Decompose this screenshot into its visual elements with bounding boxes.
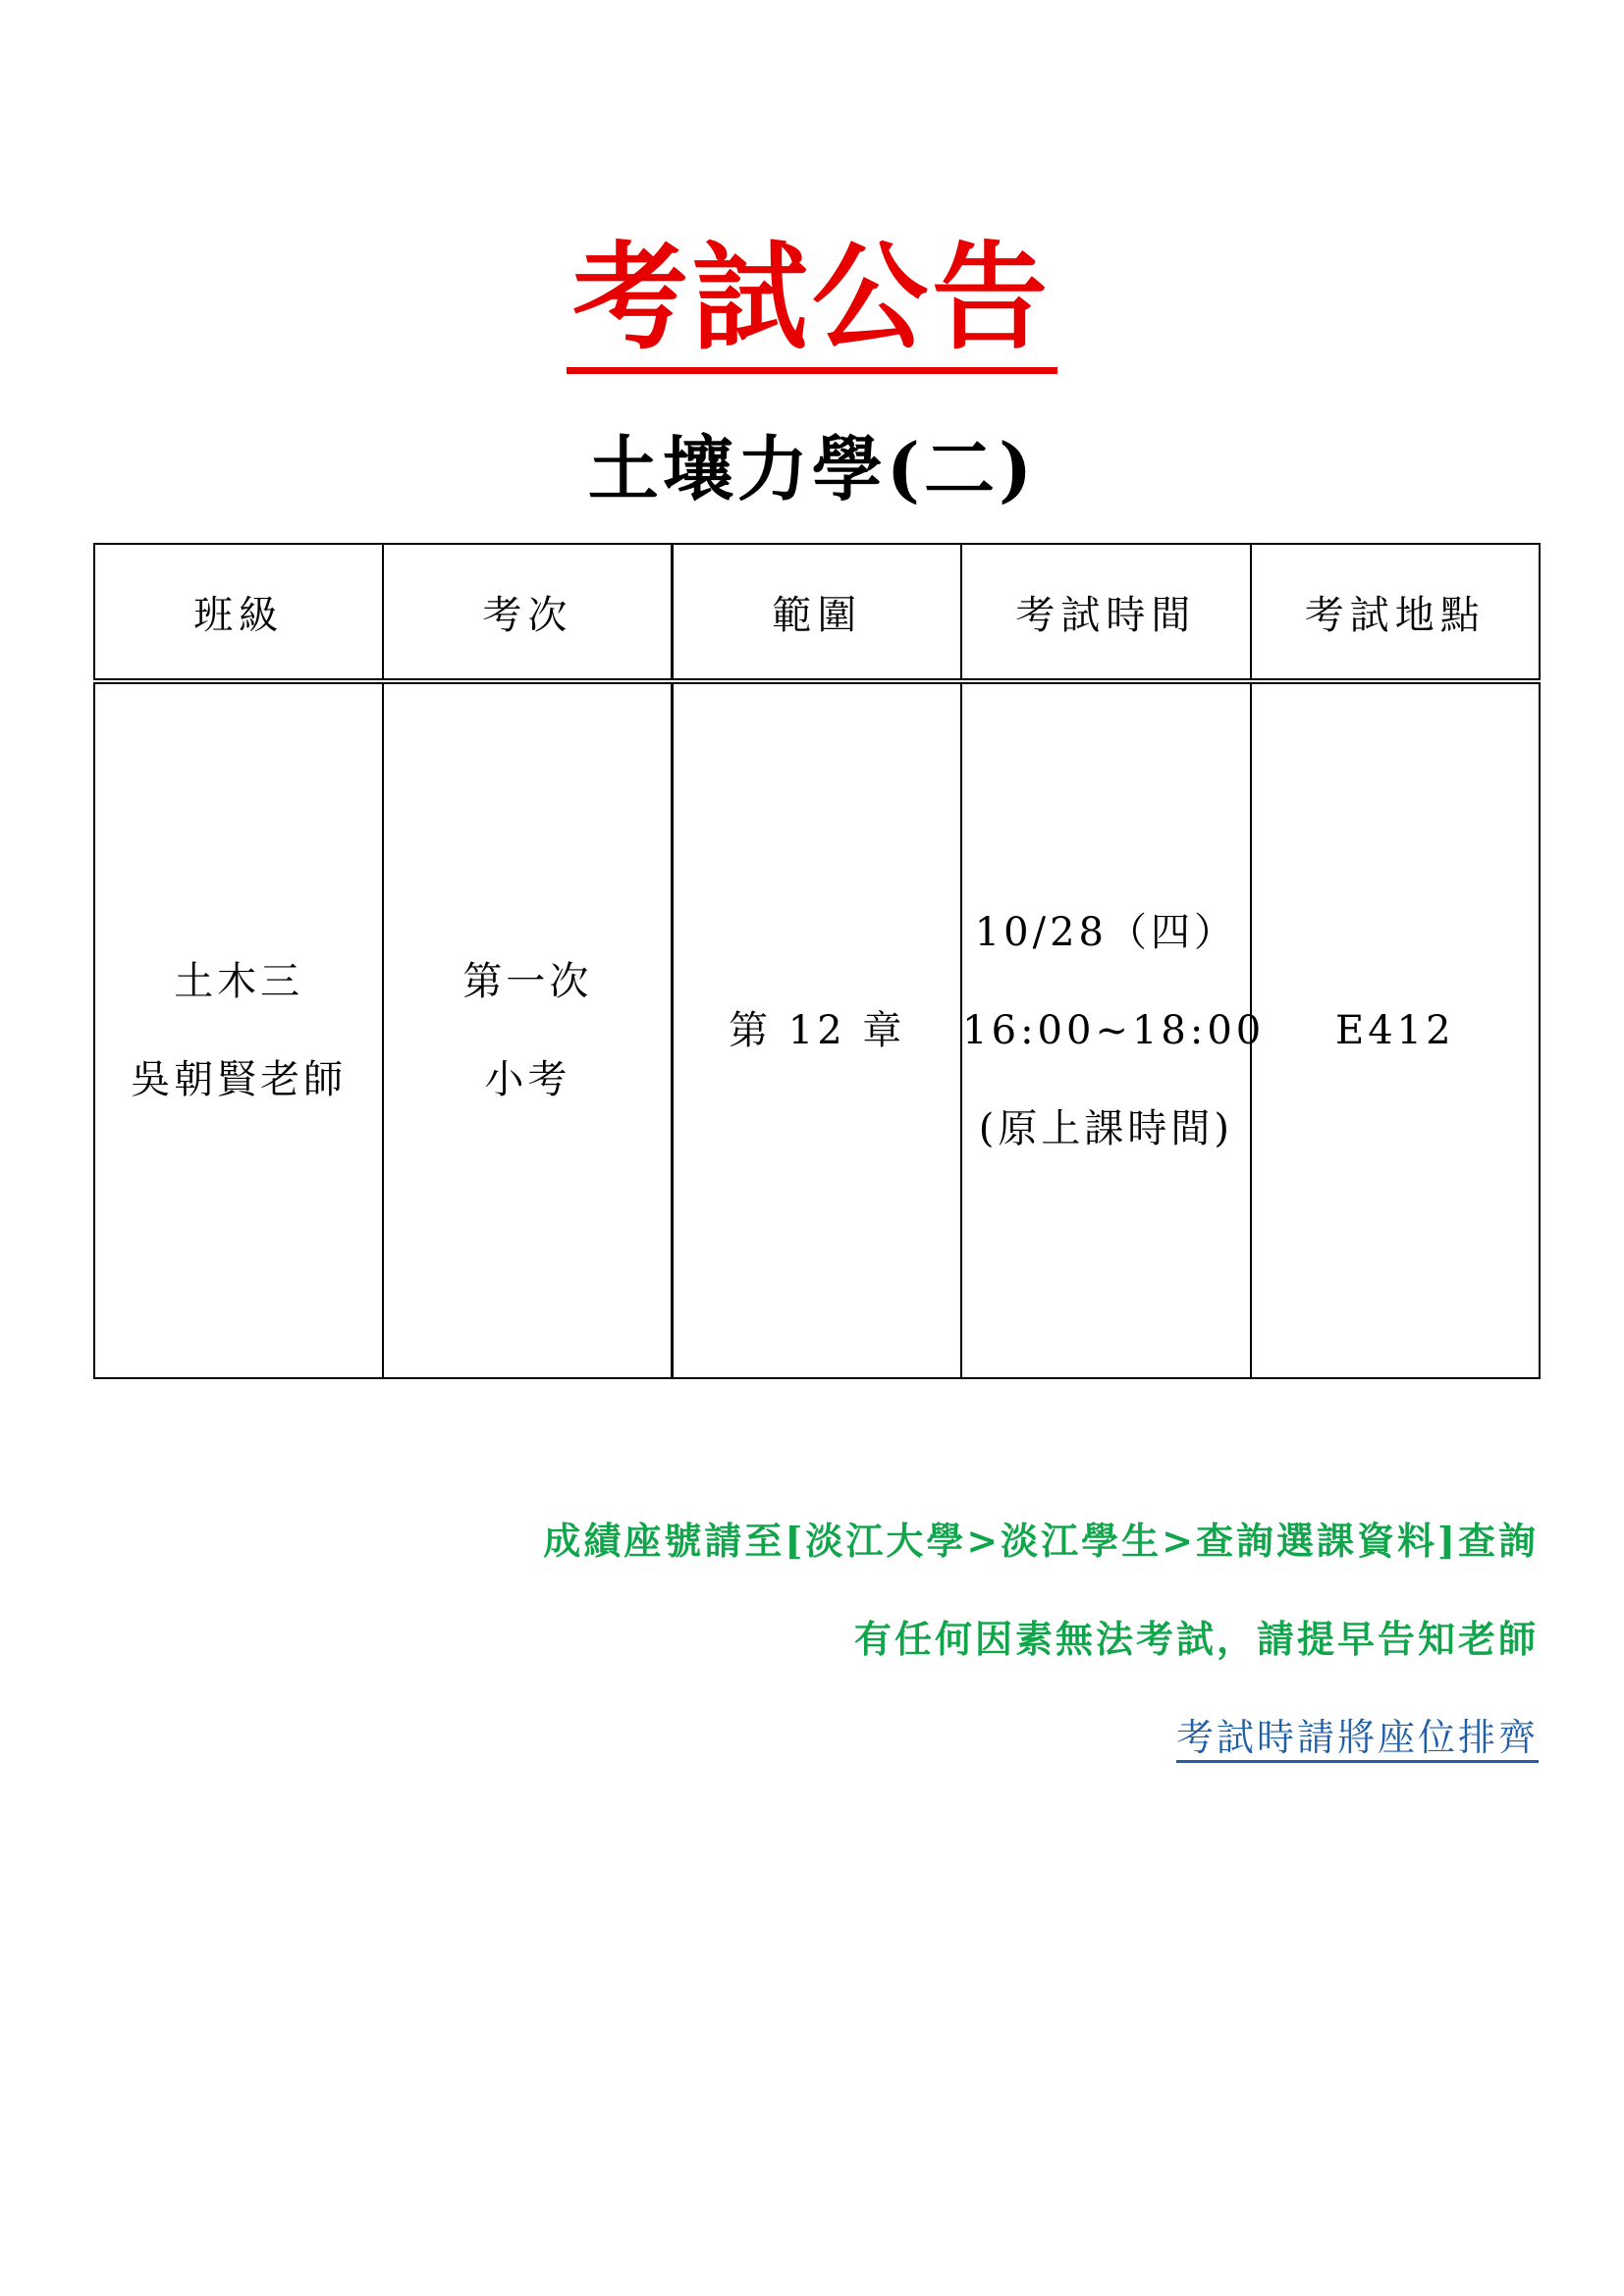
session-number: 第一次	[462, 959, 593, 1004]
header-class: 班級	[94, 544, 383, 681]
header-time: 考試時間	[961, 544, 1250, 681]
note-seating-link[interactable]: 考試時請將座位排齊	[1175, 1716, 1539, 1759]
cell-time	[961, 681, 1266, 1378]
header-session: 考次	[383, 544, 672, 681]
announcement-title-text: 考試公告	[567, 229, 1057, 374]
session-type: 小考	[484, 1057, 571, 1102]
cell-location	[1251, 681, 1540, 1378]
location-text: E412	[1335, 1008, 1455, 1053]
scope-text: 第 12 章	[729, 1008, 906, 1053]
cell-session	[383, 681, 672, 1378]
note-grade-seat: 成績座號請至[淡江大學>淡江學生>查詢選課資料]查詢	[543, 1519, 1539, 1563]
header-scope: 範圍	[673, 544, 961, 681]
exam-date: 10/28（四）	[974, 910, 1237, 955]
header-location: 考試地點	[1251, 544, 1540, 681]
exam-schedule-table	[93, 543, 1541, 1379]
announcement-title	[0, 224, 1624, 371]
table-row	[94, 681, 1540, 1378]
exam-time-note: (原上課時間)	[978, 1106, 1233, 1151]
cell-scope	[673, 681, 961, 1378]
note-absence: 有任何因素無法考試，請提早告知老師	[853, 1617, 1539, 1661]
course-title: 土壤力學(二)	[587, 427, 1037, 510]
teacher-name: 吳朝賢老師	[131, 1057, 348, 1102]
exam-hours: 16:00~18:00	[962, 1008, 1266, 1053]
notes-section	[543, 1492, 1539, 1787]
cell-class	[94, 681, 383, 1378]
class-name: 土木三	[174, 959, 304, 1004]
table-header-row	[94, 544, 1540, 681]
